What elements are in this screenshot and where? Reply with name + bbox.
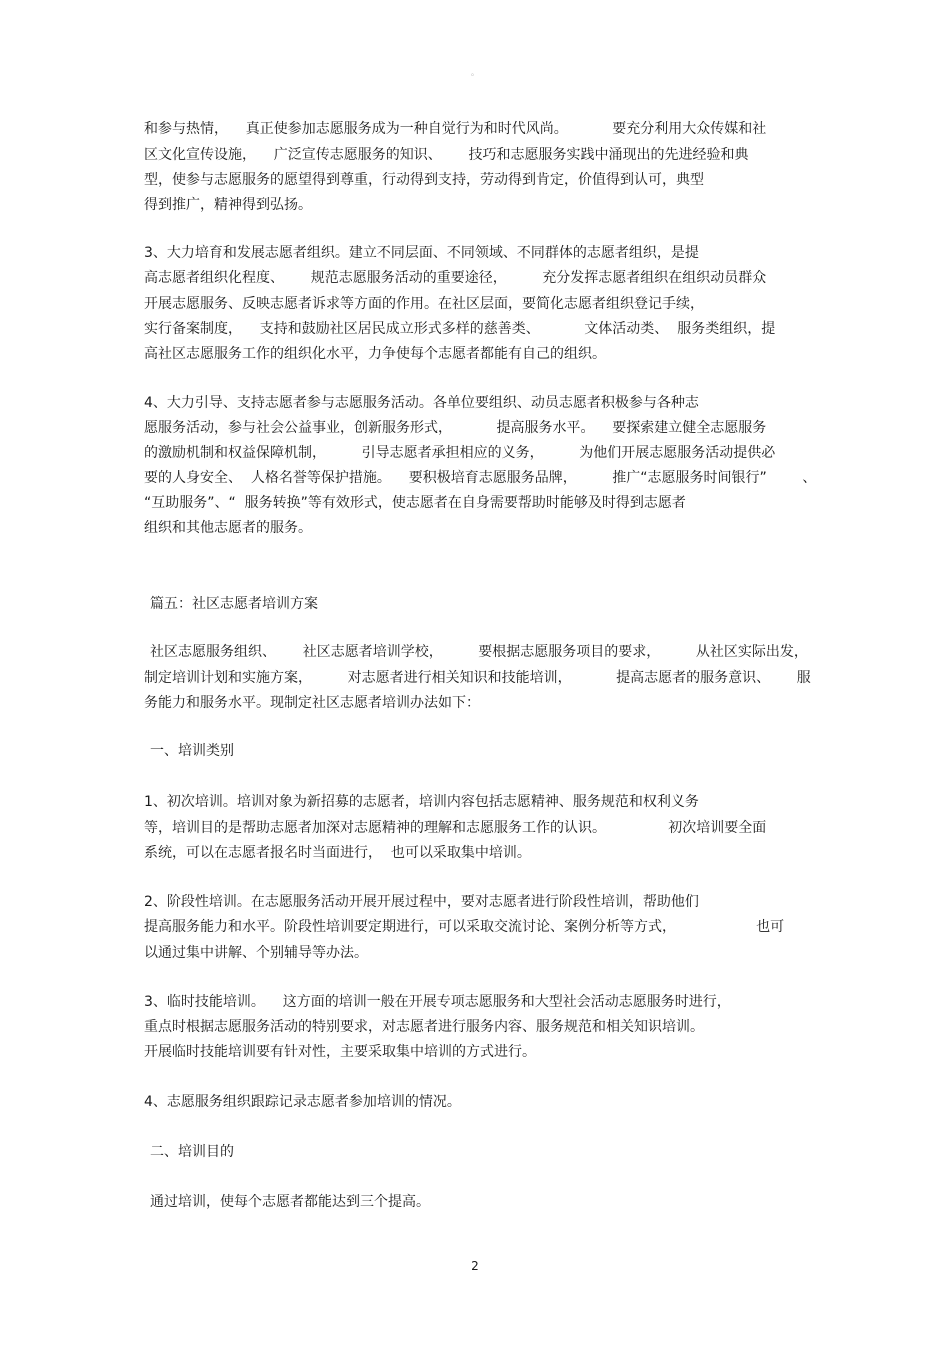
text-line: 社区志愿服务组织、 社区志愿者培训学校， 要根据志愿服务项目的要求， 从社区实际出发， (150, 644, 808, 660)
text-line: 以通过集中讲解、个别辅导等办法。 (144, 945, 368, 961)
text-line: 要的人身安全、 人格名誉等保护措施。 要积极培育志愿服务品牌， 推广“志愿服务时间银行” 、 (144, 470, 817, 486)
text-line: 愿服务活动，参与社会公益事业，创新服务形式， 提高服务水平。 要探索建立健全志愿服务 (144, 420, 767, 436)
text-line: 型，使参与志愿服务的愿望得到尊重，行动得到支持，劳动得到肯定，价值得到认可，典型 (144, 172, 704, 188)
page-number: 2 (471, 1259, 479, 1273)
text-line: 实行备案制度， 支持和鼓励社区居民成立形式多样的慈善类、 文体活动类、 服务类组织，提 (144, 321, 776, 337)
text-line: 组织和其他志愿者的服务。 (144, 520, 312, 536)
text-line: 高社区志愿服务工作的组织化水平，力争使每个志愿者都能有自己的组织。 (144, 346, 606, 362)
text-line: 区文化宣传设施， 广泛宣传志愿服务的知识、 技巧和志愿服务实践中涌现出的先进经验和典 (144, 147, 749, 163)
section-title: 篇五：社区志愿者培训方案 (150, 596, 318, 612)
text-line: 和参与热情， 真正使参加志愿服务成为一种自觉行为和时代风尚。 要充分利用大众传媒和社 (144, 121, 767, 137)
header-mark: 。 (471, 68, 479, 77)
text-line: 高志愿者组织化程度、 规范志愿服务活动的重要途径， 充分发挥志愿者组织在组织动员群众 (144, 270, 767, 286)
text-line: 3、临时技能培训。 这方面的培训一般在开展专项志愿服务和大型社会活动志愿服务时进行， (144, 994, 731, 1010)
text-line: 3、大力培育和发展志愿者组织。建立不同层面、不同领域、不同群体的志愿者组织，是提 (144, 245, 699, 261)
text-line: 等，培训目的是帮助志愿者加深对志愿精神的理解和志愿服务工作的认识。 初次培训要全面 (144, 820, 767, 836)
text-line: 1、初次培训。培训对象为新招募的志愿者，培训内容包括志愿精神、服务规范和权利义务 (144, 794, 699, 810)
subheading: 一、培训类别 (150, 743, 234, 759)
text-line: 得到推广，精神得到弘扬。 (144, 197, 312, 213)
text-line: 重点时根据志愿服务活动的特别要求，对志愿者进行服务内容、服务规范和相关知识培训。 (144, 1019, 704, 1035)
text-line: 的激励机制和权益保障机制， 引导志愿者承担相应的义务， 为他们开展志愿服务活动提供必 (144, 445, 776, 461)
subheading: 二、培训目的 (150, 1144, 234, 1160)
text-line: 务能力和服务水平。现制定社区志愿者培训办法如下： (144, 695, 480, 711)
text-line: 制定培训计划和实施方案， 对志愿者进行相关知识和技能培训， 提高志愿者的服务意识、 服 (144, 670, 811, 686)
text-line: 4、志愿服务组织跟踪记录志愿者参加培训的情况。 (144, 1094, 461, 1110)
text-line: 系统，可以在志愿者报名时当面进行， 也可以采取集中培训。 (144, 845, 531, 861)
text-line: 开展志愿服务、反映志愿者诉求等方面的作用。在社区层面，要简化志愿者组织登记手续， (144, 296, 704, 312)
text-line: 4、大力引导、支持志愿者参与志愿服务活动。各单位要组织、动员志愿者积极参与各种志 (144, 395, 699, 411)
text-line: 开展临时技能培训要有针对性，主要采取集中培训的方式进行。 (144, 1044, 536, 1060)
text-line: 提高服务能力和水平。阶段性培训要定期进行，可以采取交流讨论、案例分析等方式， 也可 (144, 919, 785, 935)
text-line: 2、阶段性培训。在志愿服务活动开展开展过程中，要对志愿者进行阶段性培训，帮助他们 (144, 894, 699, 910)
text-line: 通过培训，使每个志愿者都能达到三个提高。 (150, 1194, 430, 1210)
text-line: “互助服务”、“ 服务转换”等有效形式，使志愿者在自身需要帮助时能够及时得到志愿者 (144, 495, 686, 511)
